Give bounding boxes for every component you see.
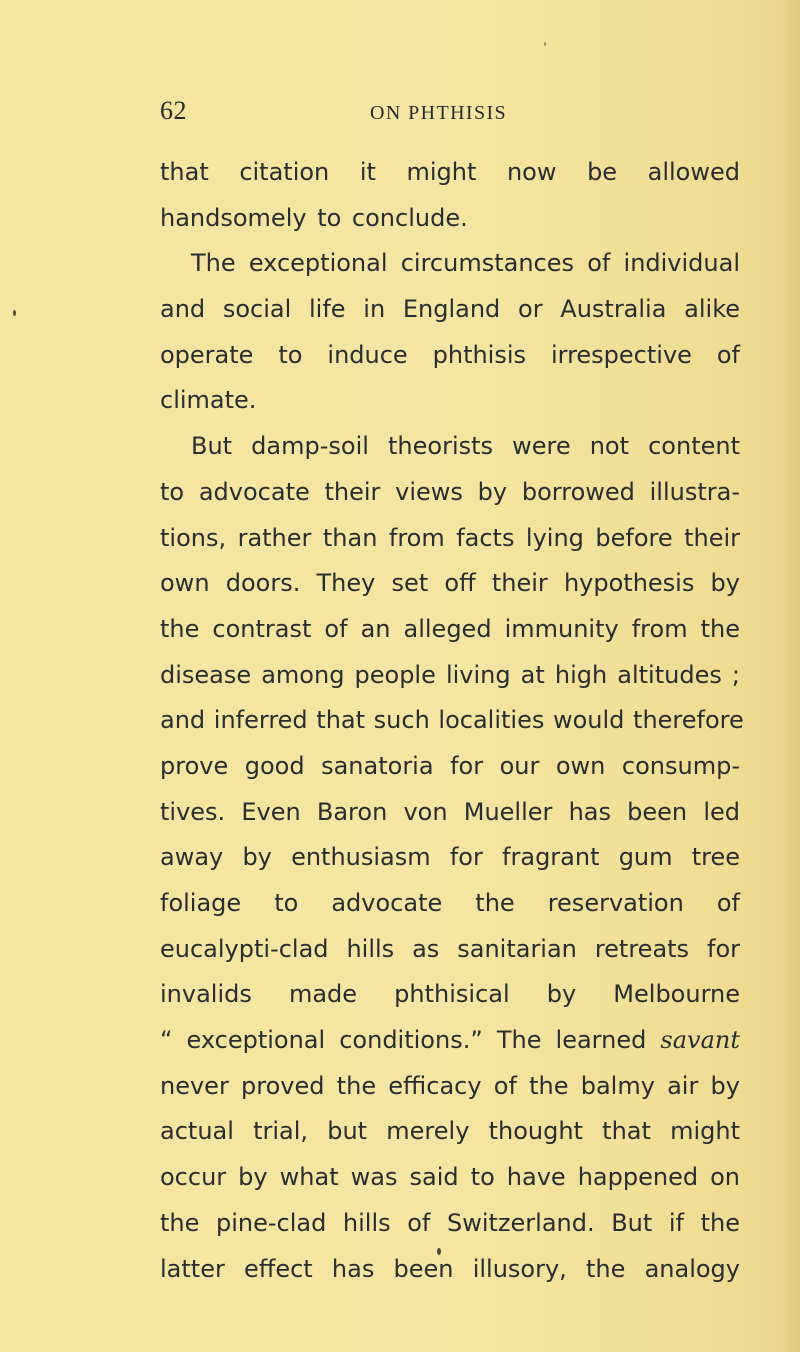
- text-line: and inferred that such localities would therefore: [160, 706, 744, 735]
- text-line: tions, rather than from facts lying before their: [160, 523, 740, 552]
- running-title: ON PHTHISIS: [370, 102, 508, 124]
- text-line: disease among people living at high altitudes ;: [160, 660, 740, 689]
- text-line: operate to induce phthisis irrespective of: [160, 340, 740, 369]
- text-line: handsomely to conclude.: [160, 203, 468, 232]
- running-head: [160, 96, 740, 136]
- text-line: own doors. They set off their hypothesis by: [160, 569, 740, 598]
- paper-speck: [544, 42, 546, 46]
- italic-word: savant: [660, 1026, 740, 1055]
- text-line: occur by what was said to have happened on: [160, 1163, 740, 1192]
- text-line: climate.: [160, 386, 257, 415]
- text-line: The exceptional circumstances of individual: [191, 249, 740, 278]
- text-line: foliage to advocate the reservation of: [160, 889, 740, 917]
- text-line-with-italic: [160, 1018, 740, 1064]
- text-line: that citation it might now be allowed: [160, 158, 740, 186]
- text-line: eucalypti-clad hills as sanitarian retreats for: [160, 934, 740, 963]
- text-line: But damp-soil theorists were not content: [191, 432, 740, 461]
- text-fragment: “ exceptional conditions.” The learned: [160, 1026, 661, 1055]
- text-line: actual trial, but merely thought that might: [160, 1117, 740, 1146]
- paper-speck: [13, 310, 16, 316]
- text-line: prove good sanatoria for our own consump-: [160, 751, 740, 780]
- text-line: away by enthusiasm for fragrant gum tree: [160, 843, 740, 872]
- text-line: tives. Even Baron von Mueller has been led: [160, 797, 740, 826]
- text-line: and social life in England or Australia alike: [160, 295, 740, 324]
- text-line: the contrast of an alleged immunity from the: [160, 614, 740, 643]
- text-line: invalids made phthisical by Melbourne: [160, 980, 740, 1009]
- text-line: latter effect has been illusory, the analogy: [160, 1254, 740, 1283]
- paper-speck: [437, 1248, 441, 1255]
- body-text: [160, 150, 744, 1292]
- page-edge-shadow: [782, 0, 800, 1352]
- page-number: 62: [160, 96, 187, 125]
- text-line: to advocate their views by borrowed illustra-: [160, 477, 740, 506]
- text-line: never proved the efficacy of the balmy air by: [160, 1071, 740, 1100]
- text-line: the pine-clad hills of Switzerland. But if the: [160, 1208, 740, 1237]
